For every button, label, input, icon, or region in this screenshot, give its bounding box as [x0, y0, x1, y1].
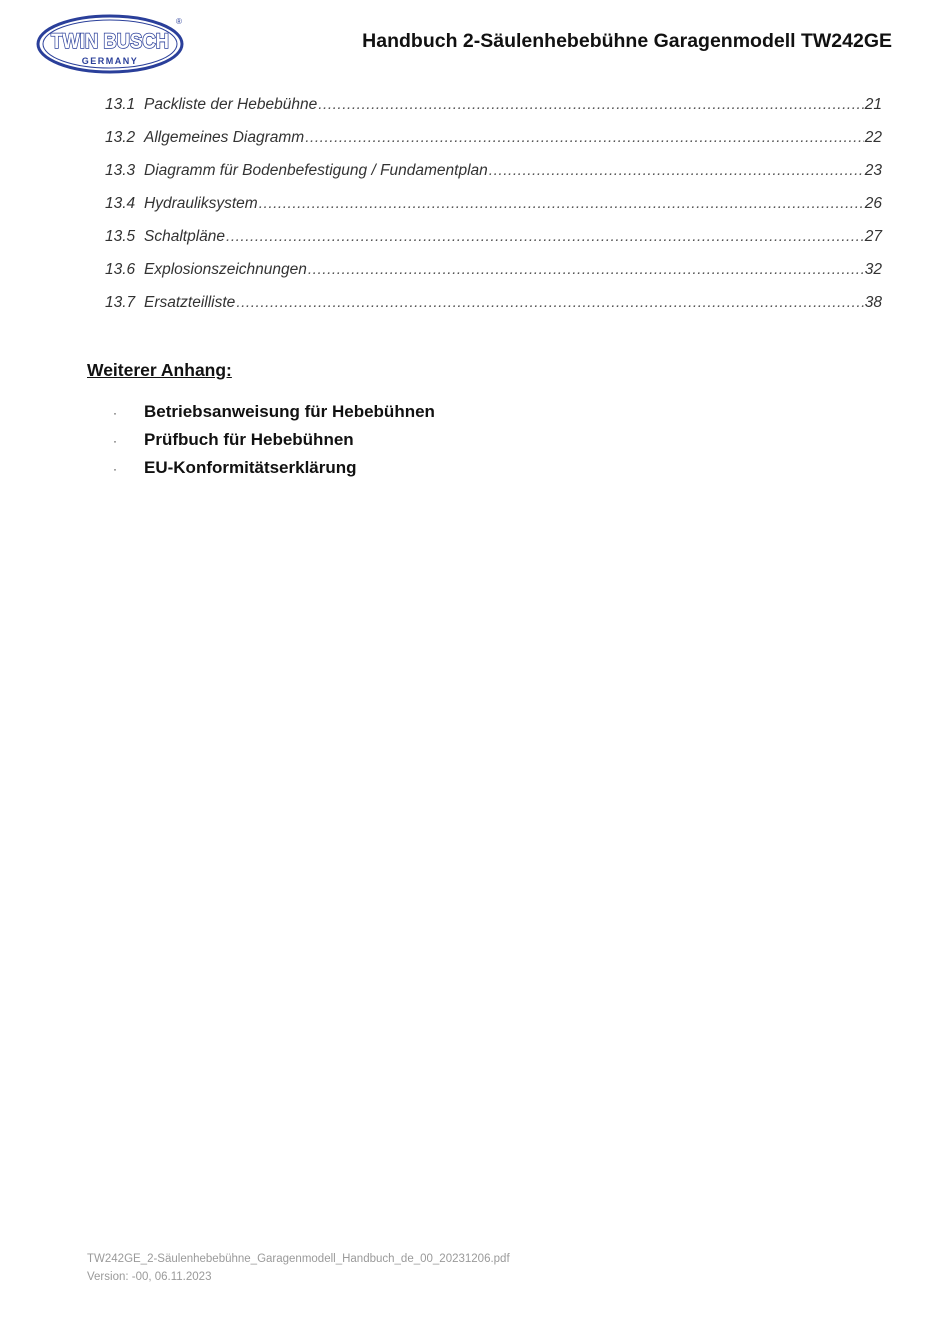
bullet-icon: · — [113, 406, 117, 420]
table-of-contents — [105, 96, 882, 327]
logo-subtext: GERMANY — [81, 56, 139, 66]
page-footer — [87, 1250, 510, 1286]
toc-title: Schaltpläne — [144, 228, 226, 245]
toc-page-number: 26 — [864, 195, 882, 212]
toc-number: 13.7 — [105, 294, 136, 311]
toc-leader — [226, 228, 864, 246]
bullet-icon: · — [113, 434, 117, 448]
list-item — [113, 402, 435, 430]
registered-mark: ® — [176, 17, 182, 26]
toc-page-number: 21 — [864, 96, 882, 113]
bullet-icon: · — [113, 462, 117, 476]
toc-title: Packliste der Hebebühne — [144, 96, 318, 113]
toc-page-number: 23 — [864, 162, 882, 179]
toc-leader — [489, 162, 864, 180]
annex-item-label: Betriebsanweisung für Hebebühnen — [144, 402, 435, 421]
toc-entry[interactable] — [105, 162, 882, 195]
toc-page-number: 22 — [864, 129, 882, 146]
toc-page-number: 27 — [864, 228, 882, 245]
toc-number: 13.1 — [105, 96, 136, 113]
annex-item-label: EU-Konformitätserklärung — [144, 458, 357, 477]
toc-leader — [236, 294, 863, 312]
toc-number: 13.4 — [105, 195, 136, 212]
footer-version: Version: -00, 06.11.2023 — [87, 1271, 212, 1283]
list-item — [113, 458, 435, 486]
annex-heading: Weiterer Anhang: — [87, 360, 232, 380]
toc-leader — [305, 129, 864, 147]
toc-leader — [308, 261, 864, 279]
toc-title: Allgemeines Diagramm — [144, 129, 305, 146]
toc-entry[interactable] — [105, 96, 882, 129]
document-title: Handbuch 2-Säulenhebebühne Garagenmodell TW242GE — [362, 30, 892, 52]
toc-title: Hydrauliksystem — [144, 195, 258, 212]
toc-entry[interactable] — [105, 129, 882, 162]
annex-item-label: Prüfbuch für Hebebühnen — [144, 430, 354, 449]
list-item — [113, 430, 435, 458]
twin-busch-logo — [36, 14, 188, 74]
footer-filename: TW242GE_2-Säulenhebebühne_Garagenmodell_Handbuch_de_00_20231206.pdf — [87, 1253, 510, 1265]
logo-text: TWIN BUSCH — [51, 30, 169, 53]
toc-entry[interactable] — [105, 195, 882, 228]
toc-title: Ersatzteilliste — [144, 294, 236, 311]
toc-number: 13.2 — [105, 129, 136, 146]
toc-entry[interactable] — [105, 228, 882, 261]
annex-list — [113, 402, 435, 486]
toc-number: 13.5 — [105, 228, 136, 245]
toc-page-number: 38 — [864, 294, 882, 311]
toc-leader — [259, 195, 864, 213]
toc-leader — [318, 96, 864, 114]
toc-title: Explosionszeichnungen — [144, 261, 307, 278]
toc-number: 13.6 — [105, 261, 136, 278]
toc-page-number: 32 — [864, 261, 882, 278]
toc-title: Diagramm für Bodenbefestigung / Fundamentplan — [144, 162, 488, 179]
toc-entry[interactable] — [105, 261, 882, 294]
toc-number: 13.3 — [105, 162, 136, 179]
toc-entry[interactable] — [105, 294, 882, 327]
